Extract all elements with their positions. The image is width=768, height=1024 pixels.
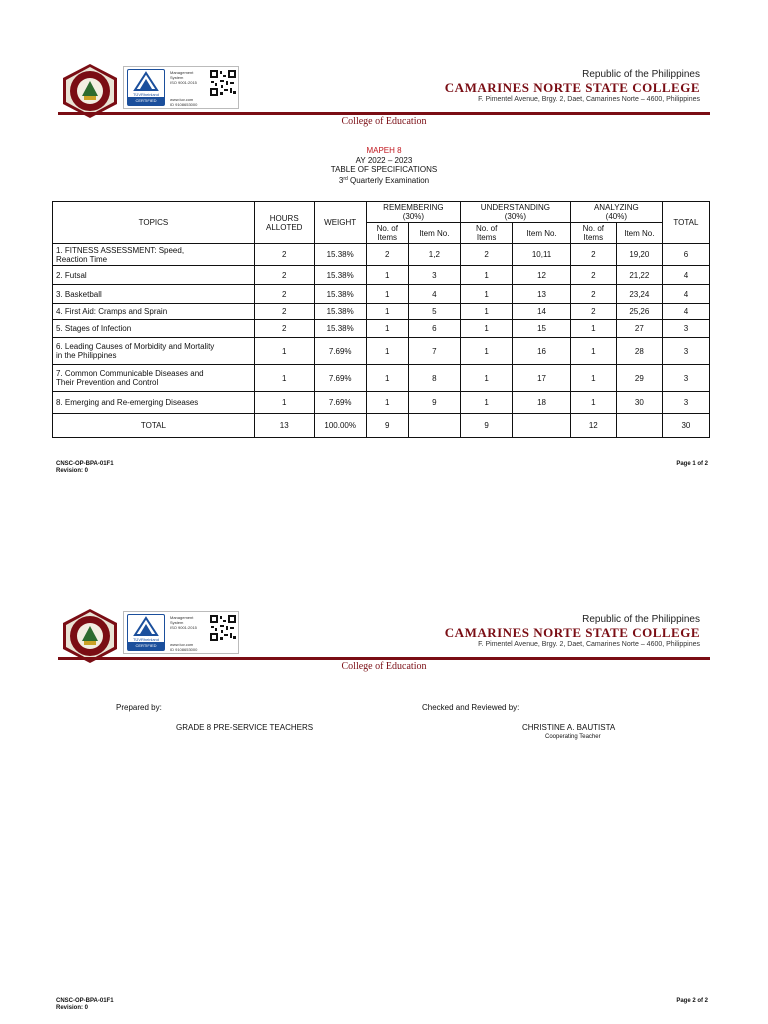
tuv-logo: TÜVRheinland CERTIFIED: [127, 69, 165, 106]
total-cell: 3: [662, 365, 709, 392]
rem-count-cell: 1: [366, 266, 408, 285]
total-cell: 3: [662, 392, 709, 414]
ana-items-cell: 21,22: [616, 266, 662, 285]
und-items-cell: 10,11: [513, 244, 571, 266]
iso-certification-badge: [123, 66, 239, 109]
ana-items-cell: 30: [616, 392, 662, 414]
rem-items-cell: 3: [408, 266, 460, 285]
college-seal-logo: [60, 63, 120, 119]
header-topics: TOPICS: [53, 202, 255, 244]
hours-cell: 1: [254, 338, 314, 365]
republic-label: Republic of the Philippines: [582, 69, 700, 80]
hours-cell: 2: [254, 304, 314, 320]
und-count-cell: 1: [460, 392, 512, 414]
page-2: [0, 512, 768, 1024]
rem-items-cell: 4: [408, 285, 460, 304]
rem-count-cell: 1: [366, 365, 408, 392]
header-analyzing: ANALYZING (40%): [570, 202, 662, 223]
topic-cell: 6. Leading Causes of Morbidity and Mortality in the Philippines: [53, 338, 255, 365]
exam-title: 3rd Quarterly Examination: [338, 175, 430, 185]
ana-count-cell: 2: [570, 266, 616, 285]
header-rem-item-no: Item No.: [408, 223, 460, 244]
subject-title: MAPEH 8: [366, 146, 402, 155]
rem-items-cell: 1,2: [408, 244, 460, 266]
rem-items-cell: 5: [408, 304, 460, 320]
header-ana-item-no: Item No.: [616, 223, 662, 244]
cert-web-text: www.tuv.com ID 9108653000: [170, 97, 198, 107]
rem-count-cell: 2: [366, 244, 408, 266]
table-row: [53, 320, 710, 338]
grand-total: 30: [662, 414, 709, 438]
department-name: College of Education: [341, 661, 427, 672]
doc-code-footer: CNSC-OP-BPA-01F1 Revision: 0: [56, 998, 114, 1011]
header-rem-no-items: No. of Items: [366, 223, 408, 244]
topic-cell: 8. Emerging and Re-emerging Diseases: [53, 392, 255, 414]
table-row: [53, 392, 710, 414]
tuv-logo: TÜVRheinland CERTIFIED: [127, 614, 165, 651]
weight-cell: 7.69%: [314, 365, 366, 392]
prepared-by-name: GRADE 8 PRE-SERVICE TEACHERS: [176, 723, 314, 732]
rem-items-cell: 7: [408, 338, 460, 365]
cert-text: Management System ISO 9001:2015: [170, 615, 197, 630]
topic-cell: 4. First Aid: Cramps and Sprain: [53, 304, 255, 320]
ana-items-cell: 19,20: [616, 244, 662, 266]
cert-text: Management System ISO 9001:2015: [170, 70, 197, 85]
letterhead: [0, 545, 768, 685]
table-row: [53, 304, 710, 320]
header-und-item-no: Item No.: [513, 223, 571, 244]
und-items-cell: 17: [513, 365, 571, 392]
ana-items-cell: 27: [616, 320, 662, 338]
total-rem-count: 9: [366, 414, 408, 438]
weight-cell: 15.38%: [314, 244, 366, 266]
topic-cell: 7. Common Communicable Diseases and Their Prevention and Control: [53, 365, 255, 392]
tuv-triangle-icon: [128, 615, 164, 637]
total-cell: 4: [662, 304, 709, 320]
weight-cell: 15.38%: [314, 266, 366, 285]
ana-items-cell: 28: [616, 338, 662, 365]
weight-cell: 15.38%: [314, 304, 366, 320]
topic-cell: 3. Basketball: [53, 285, 255, 304]
rem-count-cell: 1: [366, 285, 408, 304]
empty-cell: [408, 414, 460, 438]
ana-count-cell: 2: [570, 285, 616, 304]
und-items-cell: 14: [513, 304, 571, 320]
und-count-cell: 2: [460, 244, 512, 266]
total-cell: 6: [662, 244, 709, 266]
total-row: [53, 414, 710, 438]
weight-cell: 15.38%: [314, 285, 366, 304]
table-of-specifications: [52, 201, 710, 438]
qr-code-icon: [209, 614, 237, 642]
rem-count-cell: 1: [366, 392, 408, 414]
rem-count-cell: 1: [366, 304, 408, 320]
tuv-triangle-icon: [128, 70, 164, 92]
total-ana-count: 12: [570, 414, 616, 438]
header-remembering: REMEMBERING (30%): [366, 202, 460, 223]
college-seal-logo: [60, 608, 120, 664]
header-total: TOTAL: [662, 202, 709, 244]
table-row: [53, 285, 710, 304]
topic-cell: 5. Stages of Infection: [53, 320, 255, 338]
total-label: TOTAL: [53, 414, 255, 438]
weight-cell: 7.69%: [314, 392, 366, 414]
und-count-cell: 1: [460, 365, 512, 392]
college-name: CAMARINES NORTE STATE COLLEGE: [444, 80, 700, 95]
ana-count-cell: 1: [570, 338, 616, 365]
page-number: Page 1 of 2: [676, 461, 708, 467]
hours-cell: 2: [254, 244, 314, 266]
und-count-cell: 1: [460, 304, 512, 320]
total-cell: 3: [662, 338, 709, 365]
empty-cell: [616, 414, 662, 438]
checked-by-name: CHRISTINE A. BAUTISTA: [522, 723, 616, 732]
table-row: [53, 338, 710, 365]
total-hours: 13: [254, 414, 314, 438]
hours-cell: 2: [254, 266, 314, 285]
total-weight: 100.00%: [314, 414, 366, 438]
header-divider: [58, 657, 710, 660]
table-title: TABLE OF SPECIFICATIONS: [330, 165, 438, 174]
prepared-by-label: Prepared by:: [116, 703, 162, 712]
ana-count-cell: 2: [570, 244, 616, 266]
table-row: [53, 266, 710, 285]
ana-count-cell: 1: [570, 320, 616, 338]
und-items-cell: 15: [513, 320, 571, 338]
ana-items-cell: 23,24: [616, 285, 662, 304]
department-name: College of Education: [341, 116, 427, 127]
total-cell: 4: [662, 266, 709, 285]
header-divider: [58, 112, 710, 115]
checked-by-role: Cooperating Teacher: [545, 734, 601, 740]
rem-count-cell: 1: [366, 320, 408, 338]
und-items-cell: 18: [513, 392, 571, 414]
ana-count-cell: 1: [570, 392, 616, 414]
table-row: [53, 244, 710, 266]
hours-cell: 1: [254, 365, 314, 392]
ana-items-cell: 25,26: [616, 304, 662, 320]
rem-items-cell: 6: [408, 320, 460, 338]
header-understanding: UNDERSTANDING (30%): [460, 202, 570, 223]
table-row: [53, 365, 710, 392]
header-weight: WEIGHT: [314, 202, 366, 244]
weight-cell: 15.38%: [314, 320, 366, 338]
cert-web-text: www.tuv.com ID 9108653000: [170, 642, 198, 652]
ana-count-cell: 2: [570, 304, 616, 320]
iso-certification-badge: [123, 611, 239, 654]
rem-items-cell: 9: [408, 392, 460, 414]
und-items-cell: 13: [513, 285, 571, 304]
topic-cell: 1. FITNESS ASSESSMENT: Speed, Reaction Time: [53, 244, 255, 266]
college-name: CAMARINES NORTE STATE COLLEGE: [444, 625, 700, 640]
und-count-cell: 1: [460, 266, 512, 285]
college-address: F. Pimentel Avenue, Brgy. 2, Daet, Camarines Norte – 4600, Philippines: [478, 96, 700, 103]
doc-code-footer: CNSC-OP-BPA-01F1 Revision: 0: [56, 461, 114, 474]
total-cell: 4: [662, 285, 709, 304]
und-count-cell: 1: [460, 338, 512, 365]
weight-cell: 7.69%: [314, 338, 366, 365]
checked-by-label: Checked and Reviewed by:: [422, 703, 520, 712]
topic-cell: 2. Futsal: [53, 266, 255, 285]
college-address: F. Pimentel Avenue, Brgy. 2, Daet, Camarines Norte – 4600, Philippines: [478, 641, 700, 648]
und-items-cell: 16: [513, 338, 571, 365]
und-count-cell: 1: [460, 285, 512, 304]
header-und-no-items: No. of Items: [460, 223, 512, 244]
document-titles: [0, 146, 768, 185]
header-ana-no-items: No. of Items: [570, 223, 616, 244]
ana-items-cell: 29: [616, 365, 662, 392]
letterhead: [0, 0, 768, 140]
und-items-cell: 12: [513, 266, 571, 285]
academic-year: AY 2022 – 2023: [355, 155, 413, 165]
hours-cell: 2: [254, 320, 314, 338]
empty-cell: [513, 414, 571, 438]
ana-count-cell: 1: [570, 365, 616, 392]
rem-items-cell: 8: [408, 365, 460, 392]
hours-cell: 2: [254, 285, 314, 304]
total-cell: 3: [662, 320, 709, 338]
hours-cell: 1: [254, 392, 314, 414]
republic-label: Republic of the Philippines: [582, 614, 700, 625]
total-und-count: 9: [460, 414, 512, 438]
qr-code-icon: [209, 69, 237, 97]
header-hours: HOURS ALLOTED: [254, 202, 314, 244]
page-number: Page 2 of 2: [676, 998, 708, 1004]
rem-count-cell: 1: [366, 338, 408, 365]
und-count-cell: 1: [460, 320, 512, 338]
